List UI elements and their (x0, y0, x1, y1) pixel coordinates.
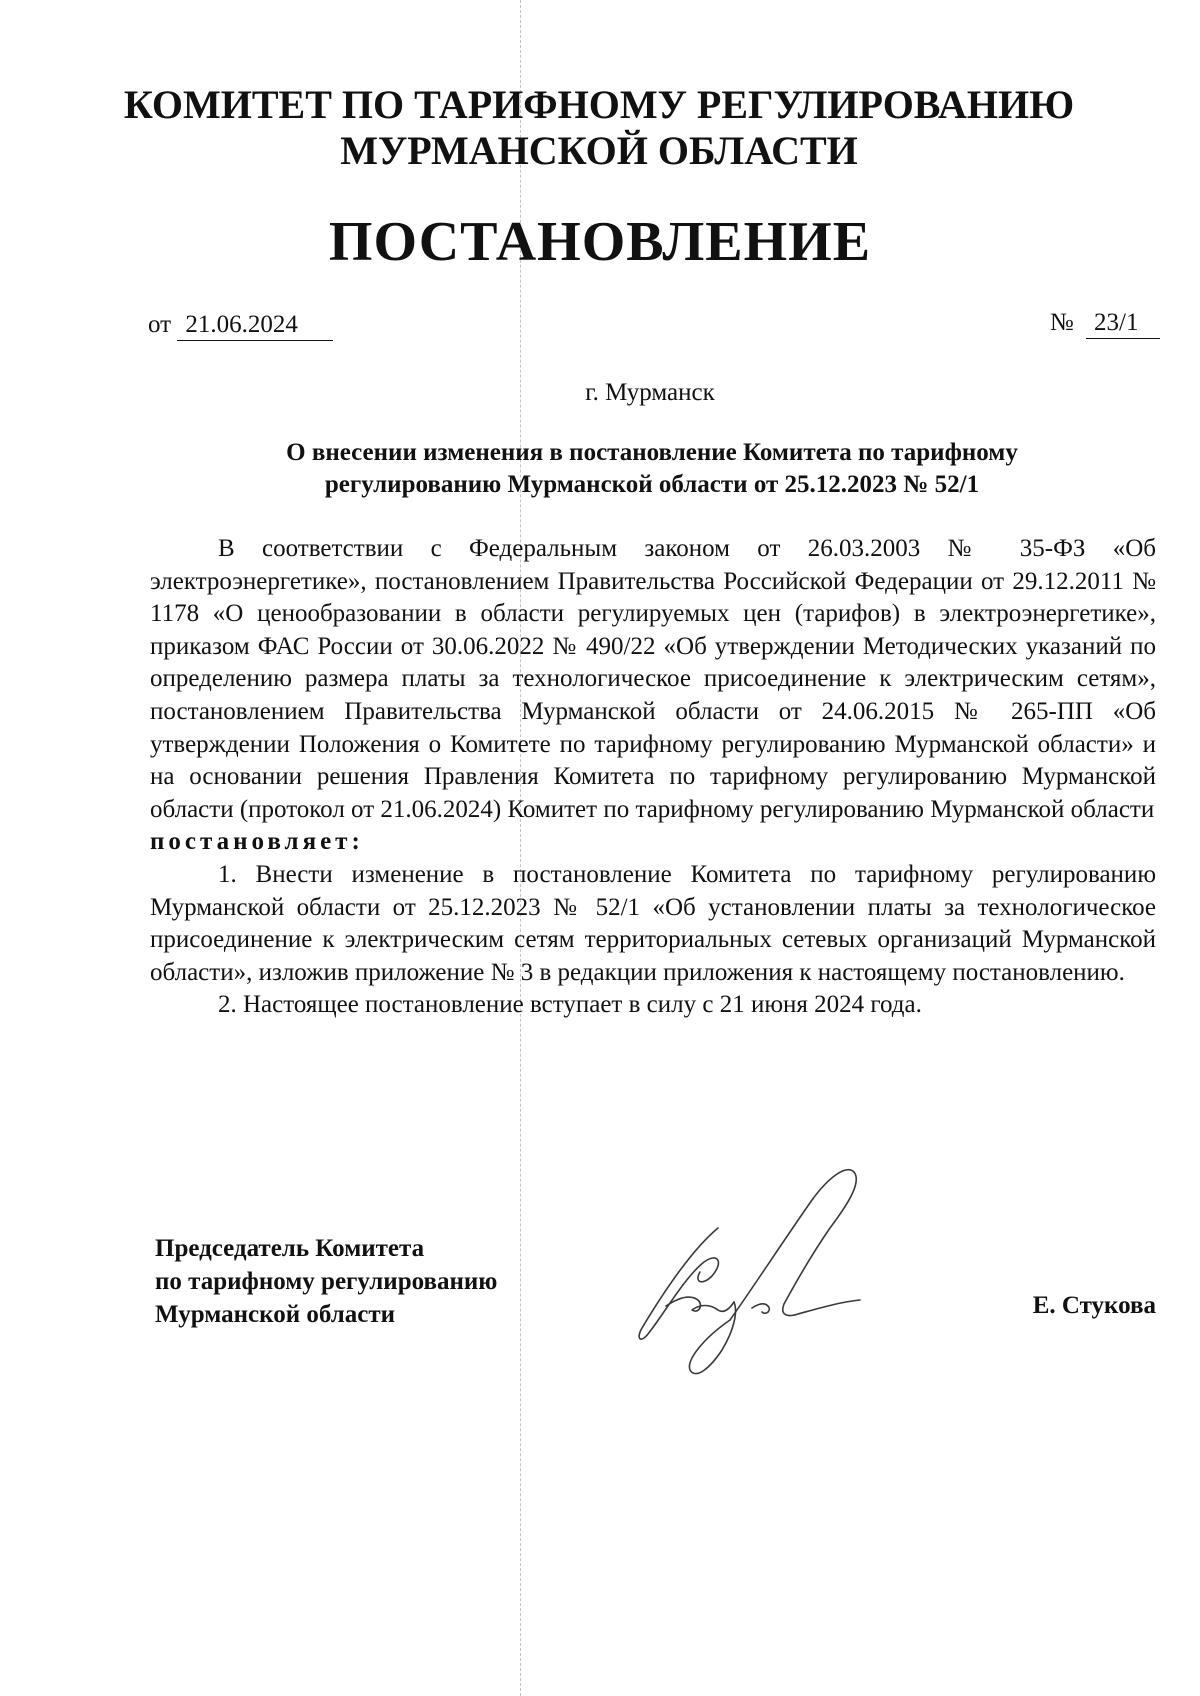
signatory-position-line-3: Мурманской области (155, 1301, 396, 1328)
signature-stroke-2 (666, 1297, 734, 1311)
organization-title-line-1: КОМИТЕТ ПО ТАРИФНОМУ РЕГУЛИРОВАНИЮ (123, 82, 1075, 127)
handwritten-signature (634, 1158, 894, 1380)
document-body (150, 533, 1156, 1022)
document-date (148, 310, 333, 341)
number-prefix: № (1049, 309, 1074, 336)
signature-stroke-5 (752, 1304, 769, 1313)
signatory-name: Е. Стукова (1032, 1292, 1156, 1319)
signatory-position-line-2: по тарифному регулированию (155, 1268, 498, 1295)
document-city: г. Мурманск (585, 379, 715, 406)
organization-title-line-2: МУРМАНСКОЙ ОБЛАСТИ (340, 128, 858, 173)
item-1-paragraph: 1. Внести изменение в постановление Комитета по тарифному регулированию Мурманской области от 25.12.2023 № 52/1 «Об установлении платы за технологическое присоединение к электрическим сетям территориальных сетевых организаций Мурманской области», изложив приложение № 3 в редакции приложения к настоящему постановлению. (150, 860, 1156, 986)
organization-title (0, 82, 1200, 174)
resolves-word: постановляет: (150, 828, 364, 856)
document-type-title: ПОСТАНОВЛЕНИЕ (328, 211, 872, 273)
date-prefix: от (148, 311, 172, 338)
signature-stroke-1 (639, 1228, 718, 1339)
date-value: 21.06.2024 (177, 310, 333, 341)
signatory-position-line-1: Председатель Комитета (155, 1235, 425, 1262)
signature-stroke-3 (689, 1302, 735, 1374)
item-2-paragraph: 2. Настоящее постановление вступает в силу с 21 июня 2024 года. (218, 991, 922, 1019)
resolves-line (150, 826, 1156, 859)
signatory-position (155, 1232, 497, 1331)
document-number (1050, 308, 1160, 339)
number-value: 23/1 (1086, 308, 1160, 339)
signature-stroke-4 (730, 1170, 860, 1320)
subject-line-1: О внесении изменения в постановление Комитета по тарифному (286, 439, 1018, 466)
subject-line-2: регулированию Мурманской области от 25.12.2023 № 52/1 (324, 471, 980, 498)
document-subject (148, 437, 1156, 501)
preamble-paragraph: В соответствии с Федеральным законом от 26.03.2003 № 35-ФЗ «Об электроэнергетике», постановлением Правительства Российской Федерации от 29.12.2011 № 1178 «О ценообразовании в области регулируемых цен (тарифов) в электроэнергетике», приказом ФАС России от 30.06.2022 № 490/22 «Об утверждении Методических указаний по определению размера платы за технологическое присоединение к электрическим сетям», постановлением Правительства Мурманской области от 24.06.2015 № 265-ПП «Об утверждении Положения о Комитете по тарифному регулированию Мурманской области» и на основании решения Правления Комитета по тарифному регулированию Мурманской области (протокол от 21.06.2024) Комитет по тарифному регулированию Мурманской области (150, 535, 1156, 823)
